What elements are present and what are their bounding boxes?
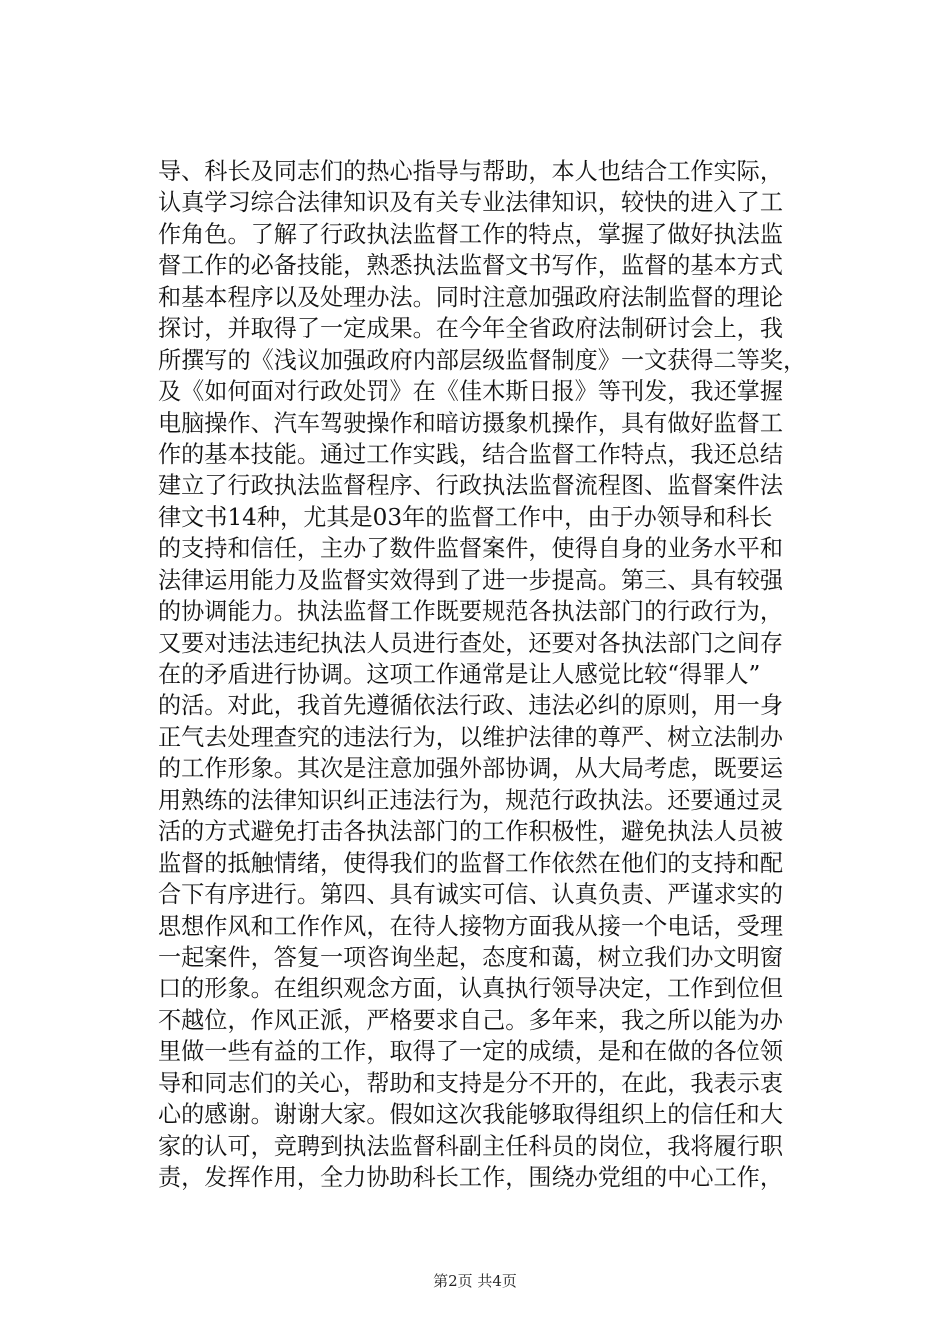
body-text-line: 不越位，作风正派，严格要求自己。多年来，我之所以能为办 [158,1005,783,1034]
body-text-line: 口的形象。在组织观念方面，认真执行领导决定，工作到位但 [158,974,783,1003]
body-text-line: 思想作风和工作作风，在待人接物方面我从接一个电话，受理 [158,911,783,940]
body-text-line: 认真学习综合法律知识及有关专业法律知识，较快的进入了工 [158,188,783,217]
body-text-line: 律文书14种，尤其是03年的监督工作中，由于办领导和科长 [158,502,773,531]
body-text-line: 和基本程序以及处理办法。同时注意加强政府法制监督的理论 [158,282,783,311]
body-text-line: 里做一些有益的工作，取得了一定的成绩，是和在做的各位领 [158,1037,783,1066]
body-text-line: 探讨，并取得了一定成果。在今年全省政府法制研讨会上，我 [158,314,783,343]
body-text-line: 督工作的必备技能，熟悉执法监督文书写作，监督的基本方式 [158,251,783,280]
body-text-line: 法律运用能力及监督实效得到了进一步提高。第三、具有较强 [158,565,783,594]
body-text-line: 家的认可，竞聘到执法监督科副主任科员的岗位，我将履行职 [158,1131,783,1160]
body-text-line: 正气去处理查究的违法行为，以维护法律的尊严、树立法制办 [158,722,783,751]
body-text-line: 在的矛盾进行协调。这项工作通常是让人感觉比较“得罪人” [158,660,761,688]
body-text-line: 的工作形象。其次是注意加强外部协调，从大局考虑，既要运 [158,754,783,783]
body-text-line: 责，发挥作用，全力协助科长工作，围绕办党组的中心工作， [158,1163,783,1191]
body-text-line: 及《如何面对行政处罚》在《佳木斯日报》等刊发，我还掌握 [158,377,783,406]
body-text-line: 的支持和信任，主办了数件监督案件，使得自身的业务水平和 [158,534,783,563]
body-text-line: 的协调能力。执法监督工作既要规范各执法部门的行政行为， [158,597,783,626]
body-text-line: 一起案件，答复一项咨询坐起，态度和蔼，树立我们办文明窗 [158,942,783,971]
body-text-line: 电脑操作、汽车驾驶操作和暗访摄象机操作，具有做好监督工 [158,408,783,437]
body-text-line: 心的感谢。谢谢大家。假如这次我能够取得组织上的信任和大 [158,1100,783,1129]
page-number-footer: 第2页 共4页 [433,1272,517,1290]
body-text-line: 合下有序进行。第四、具有诚实可信、认真负责、严谨求实的 [158,880,783,909]
body-text-line: 作的基本技能。通过工作实践，结合监督工作特点，我还总结 [158,439,783,468]
body-text-line: 又要对违法违纪执法人员进行查处，还要对各执法部门之间存 [158,628,783,657]
body-text-line: 的活。对此，我首先遵循依法行政、违法必纠的原则，用一身 [158,691,783,720]
body-text-line: 导、科长及同志们的热心指导与帮助，本人也结合工作实际， [158,157,783,185]
body-text-line: 导和同志们的关心，帮助和支持是分不开的，在此，我表示衷 [158,1068,783,1097]
body-text-line: 监督的抵触情绪，使得我们的监督工作依然在他们的支持和配 [158,848,783,877]
body-text-line: 作角色。了解了行政执法监督工作的特点，掌握了做好执法监 [158,219,783,248]
body-text-line: 建立了行政执法监督程序、行政执法监督流程图、监督案件法 [158,471,783,500]
body-text-line: 所撰写的《浅议加强政府内部层级监督制度》一文获得二等奖， [158,345,807,374]
body-text-line: 用熟练的法律知识纠正违法行为，规范行政执法。还要通过灵 [158,785,783,814]
body-text-line: 活的方式避免打击各执法部门的工作积极性，避免执法人员被 [158,817,783,846]
document-body [158,156,818,1193]
